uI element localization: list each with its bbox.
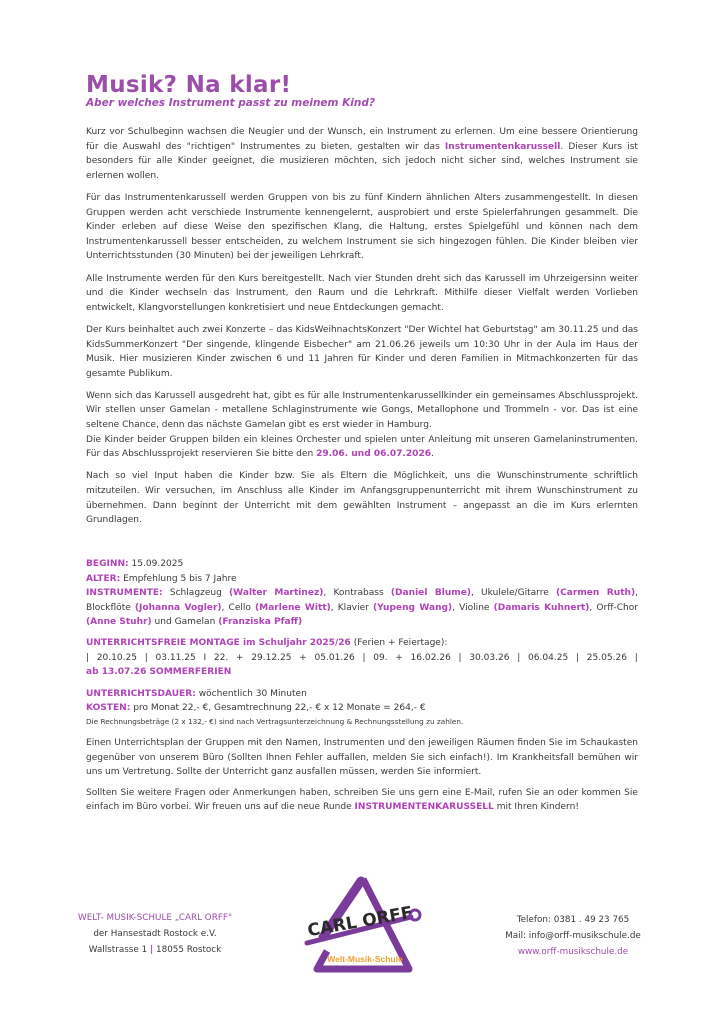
value: wöchentlich 30 Minuten xyxy=(195,688,307,699)
info-holidays xyxy=(86,636,638,680)
holiday-token: + xyxy=(235,652,244,663)
label: KOSTEN: xyxy=(86,703,131,714)
teacher-name: (Walter Martinez) xyxy=(229,588,324,599)
value: Empfehlung 5 bis 7 Jahre xyxy=(120,573,237,584)
instrument-name: Ukulele/Gitarre xyxy=(481,588,556,599)
separator: , xyxy=(452,602,460,613)
label: UNTERRICHTSDAUER: xyxy=(86,688,196,699)
label: ALTER: xyxy=(86,573,121,584)
teacher-name: (Carmen Ruth) xyxy=(556,588,636,599)
teacher-name: (Franziska Pfaff) xyxy=(218,617,303,628)
separator: , xyxy=(330,602,338,613)
teacher-name: (Johanna Vogler) xyxy=(134,602,222,613)
info-age xyxy=(86,572,638,587)
teacher-name: (Yupeng Wang) xyxy=(372,602,453,613)
holiday-token: 30.03.26 xyxy=(469,652,510,663)
instrument-name: Schlagzeug xyxy=(162,588,230,599)
separator: , xyxy=(323,588,334,599)
holiday-token: | xyxy=(362,652,366,663)
paragraph-plan: Einen Unterrichtsplan der Gruppen mit den Namen, Instrumenten und den jeweiligen Räumen finden Sie im Schaukasten gegenüber von unserem Büro (Sollten Ihnen Fehler auffallen, melden Sie sich einfach!). Im Krankheitsfall bemühen wir uns um Vertretung. Sollte der Unterricht ganz ausfallen müssen, werden Sie informiert. xyxy=(86,737,638,778)
label: INSTRUMENTE: xyxy=(86,588,163,599)
teacher-name: (Marlene Witt) xyxy=(255,602,331,613)
paragraph-closing xyxy=(86,786,638,815)
teacher-name: (Damaris Kuhnert) xyxy=(493,602,590,613)
org-street-city xyxy=(60,942,250,958)
text: Sollten Sie weitere Fragen oder Anmerkungen haben, schreiben Sie uns gern eine E-Mail, rufen Sie an oder kommen Sie einfach im Büro vorbei. Wir freuen uns auf die neue Runde xyxy=(86,787,638,813)
teacher-name: (Daniel Blume) xyxy=(390,588,471,599)
instrument-name: Violine xyxy=(459,602,494,613)
paragraph-wishes: Nach so viel Input haben die Kinder bzw. Sie als Eltern die Möglichkeit, uns die Wunschinstrumente schriftlich mitzuteilen. Wir versuchen, im Anschluss alle Kinder im Anfangsgruppenunterricht mit ihrem Wunschinstrument zu übernehmen. Dann beginnt der Unterricht mit dem gewählten Instrument – angepasst an die im Kurs erlernten Grundlagen. xyxy=(86,471,638,526)
holiday-token: 20.10.25 xyxy=(96,652,138,663)
text: . xyxy=(431,449,434,460)
paragraph-groups: Für das Instrumentenkarussell werden Gruppen von bis zu fünf Kindern ähnlichen Alters zusammengestellt. In diesen Gruppen werden acht verschiede Instrumente kennengelernt, ausprobiert und erste Spielerfahrungen gesammelt. Die Kinder erleben auf diese Weise den spezifischen Klang, die Haltung, erstes Spielgefühl und können nach dem Instrumentenkarussell besser entscheiden, zu welchem Instrument sie sich hingezogen fühlen. Die Kinder bleiben vier Unterrichtsstunden (30 Minuten) bei der jeweiligen Lehrkraft. xyxy=(86,192,638,262)
label: UNTERRICHTSFREIE MONTAGE im Schuljahr 2025/26 xyxy=(86,637,351,648)
logo-tagline: Welt-Musik-Schule xyxy=(327,954,403,964)
separator: , xyxy=(589,602,597,613)
holiday-token: + xyxy=(395,652,403,663)
page-title: Musik? Na klar! xyxy=(86,72,292,98)
org-line2: der Hansestadt Rostock e.V. xyxy=(93,929,217,939)
value: (Ferien + Feiertage): xyxy=(350,637,448,648)
course-info xyxy=(86,557,638,821)
cost-note: Die Rechnungsbeträge (2 x 132,- €) sind nach Vertragsunterzeichnung & Rechnungsstellung zu zahlen. xyxy=(86,716,464,726)
separator: , xyxy=(471,588,482,599)
holiday-dates xyxy=(86,651,638,666)
instrument-name: Klavier xyxy=(337,602,373,613)
logo-name: CARL ORFF xyxy=(306,903,415,942)
text: Wenn sich das Karussell ausgedreht hat, gibt es für alle Instrumentenkarussellkinder ein gemeinsames Abschlussprojekt. Wir stellen unser Gamelan - metallene Schlaginstrumente wie Gongs, Metallophone und Trommeln - vor. Das ist eine seltene Chance, denn das nächste Gamelan gibt es erst wieder in Hamburg. xyxy=(86,390,638,431)
instrument-name: Orff-Chor xyxy=(596,602,639,613)
holiday-token: + xyxy=(299,652,307,663)
holiday-token: 06.04.25 xyxy=(528,652,569,663)
carl-orff-logo xyxy=(303,875,423,977)
phone: Telefon: 0381 . 49 23 765 xyxy=(516,915,630,925)
text: Die Kinder beider Gruppen bilden ein kleines Orchester und spielen unter Anleitung mit unseren Gamelaninstrumenten. Für das Abschlussprojekt reservieren Sie bitte den xyxy=(86,434,638,460)
text: Kurz vor Schulbeginn wachsen die Neugier und der Wunsch, ein Instrument zu erlernen. Um eine bessere Orientierung für die Auswahl des "richtigen" Instrumentes zu bieten, gestalten wir das xyxy=(86,127,638,152)
summer-holidays: ab 13.07.26 SOMMERFERIEN xyxy=(86,667,232,678)
highlight-project-dates: 29.06. und 06.07.2026 xyxy=(316,449,432,460)
separator: | xyxy=(149,945,154,955)
main-text xyxy=(86,125,638,535)
org-name: WELT- MUSIK-SCHULE „CARL ORFF" xyxy=(78,913,232,923)
holiday-token: 29.12.25 xyxy=(251,652,292,663)
info-instruments xyxy=(86,586,638,630)
instrument-name: Kontrabass xyxy=(333,588,391,599)
paragraph-intro xyxy=(86,125,638,183)
separator: , xyxy=(635,588,638,599)
separator: und xyxy=(151,617,175,628)
holiday-token: 25.05.26 xyxy=(586,652,628,663)
page-subtitle: Aber welches Instrument passt zu meinem Kind? xyxy=(86,97,375,109)
info-begin xyxy=(86,557,638,572)
text: . Dieser Kurs ist besonders für alle Kinder geeignet, die musizieren möchten, sich jedoch nicht sicher sind, welches Instrument sie erlernen wollen. xyxy=(86,141,638,181)
holiday-token: | xyxy=(86,652,90,663)
email-link[interactable]: Mail: info@orff-musikschule.de xyxy=(505,931,641,941)
separator: , xyxy=(221,602,229,613)
value: pro Monat 22,- €, Gesamtrechnung 22,- € x 12 Monate = 264,- € xyxy=(130,703,426,714)
holiday-token: | xyxy=(634,652,638,663)
street: Wallstrasse 1 xyxy=(88,945,148,955)
instrument-name: Gamelan xyxy=(174,617,219,628)
value: 15.09.2025 xyxy=(128,559,184,569)
info-cost xyxy=(86,701,638,716)
holiday-token: 05.01.26 xyxy=(314,652,355,663)
holiday-token: 09. xyxy=(373,652,388,663)
triangle-instrument-icon xyxy=(303,875,423,977)
holiday-token: 16.02.26 xyxy=(410,652,451,663)
instrument-name: Blockflöte xyxy=(86,602,135,613)
instrument-name: Cello xyxy=(228,602,256,613)
holiday-token: | xyxy=(144,652,148,663)
website-link[interactable]: www.orff-musikschule.de xyxy=(517,947,629,957)
footer-contact xyxy=(478,912,668,960)
paragraph-instruments: Alle Instrumente werden für den Kurs bereitgestellt. Nach vier Stunden dreht sich das Karussell im Uhrzeigersinn weiter und die Kinder wechseln das Instrument, den Raum und die Lehrkraft. Mithilfe dieser Vielfalt werden Vorlieben entwickelt, Klangvorstellungen konkretisiert und neue Entdeckungen gemacht. xyxy=(86,273,638,313)
teacher-name: (Anne Stuhr) xyxy=(86,617,152,628)
footer-address xyxy=(60,910,250,958)
highlight-instrumentenkarussell: Instrumentenkarussell xyxy=(444,141,561,152)
city: 18055 Rostock xyxy=(156,945,222,955)
holiday-token: 22. xyxy=(213,652,229,663)
text: mit Ihren Kindern! xyxy=(493,802,579,813)
info-duration xyxy=(86,687,638,702)
highlight-karussell: INSTRUMENTENKARUSSELL xyxy=(354,802,494,813)
paragraph-concerts: Der Kurs beinhaltet auch zwei Konzerte – das KidsWeihnachtsKonzert "Der Wichtel hat Geburtstag" am 30.11.25 und das KidsSummerKonzert "Der singende, klingende Eisbecher" am 21.06.26 jeweils um 10:30 Uhr in der Aula im Haus der Musik. Hier musizieren Kinder zwischen 6 und 11 Jahren für Kinder und deren Familien in Mitmachkonzerten für das gesamte Publikum. xyxy=(86,324,638,379)
label: BEGINN: xyxy=(86,559,129,569)
holiday-token: | xyxy=(517,652,521,663)
holiday-token: 03.11.25 xyxy=(155,652,196,663)
holiday-token: I xyxy=(203,652,207,663)
holiday-token: | xyxy=(576,652,580,663)
holiday-token: | xyxy=(458,652,462,663)
paragraph-gamelan xyxy=(86,389,638,462)
